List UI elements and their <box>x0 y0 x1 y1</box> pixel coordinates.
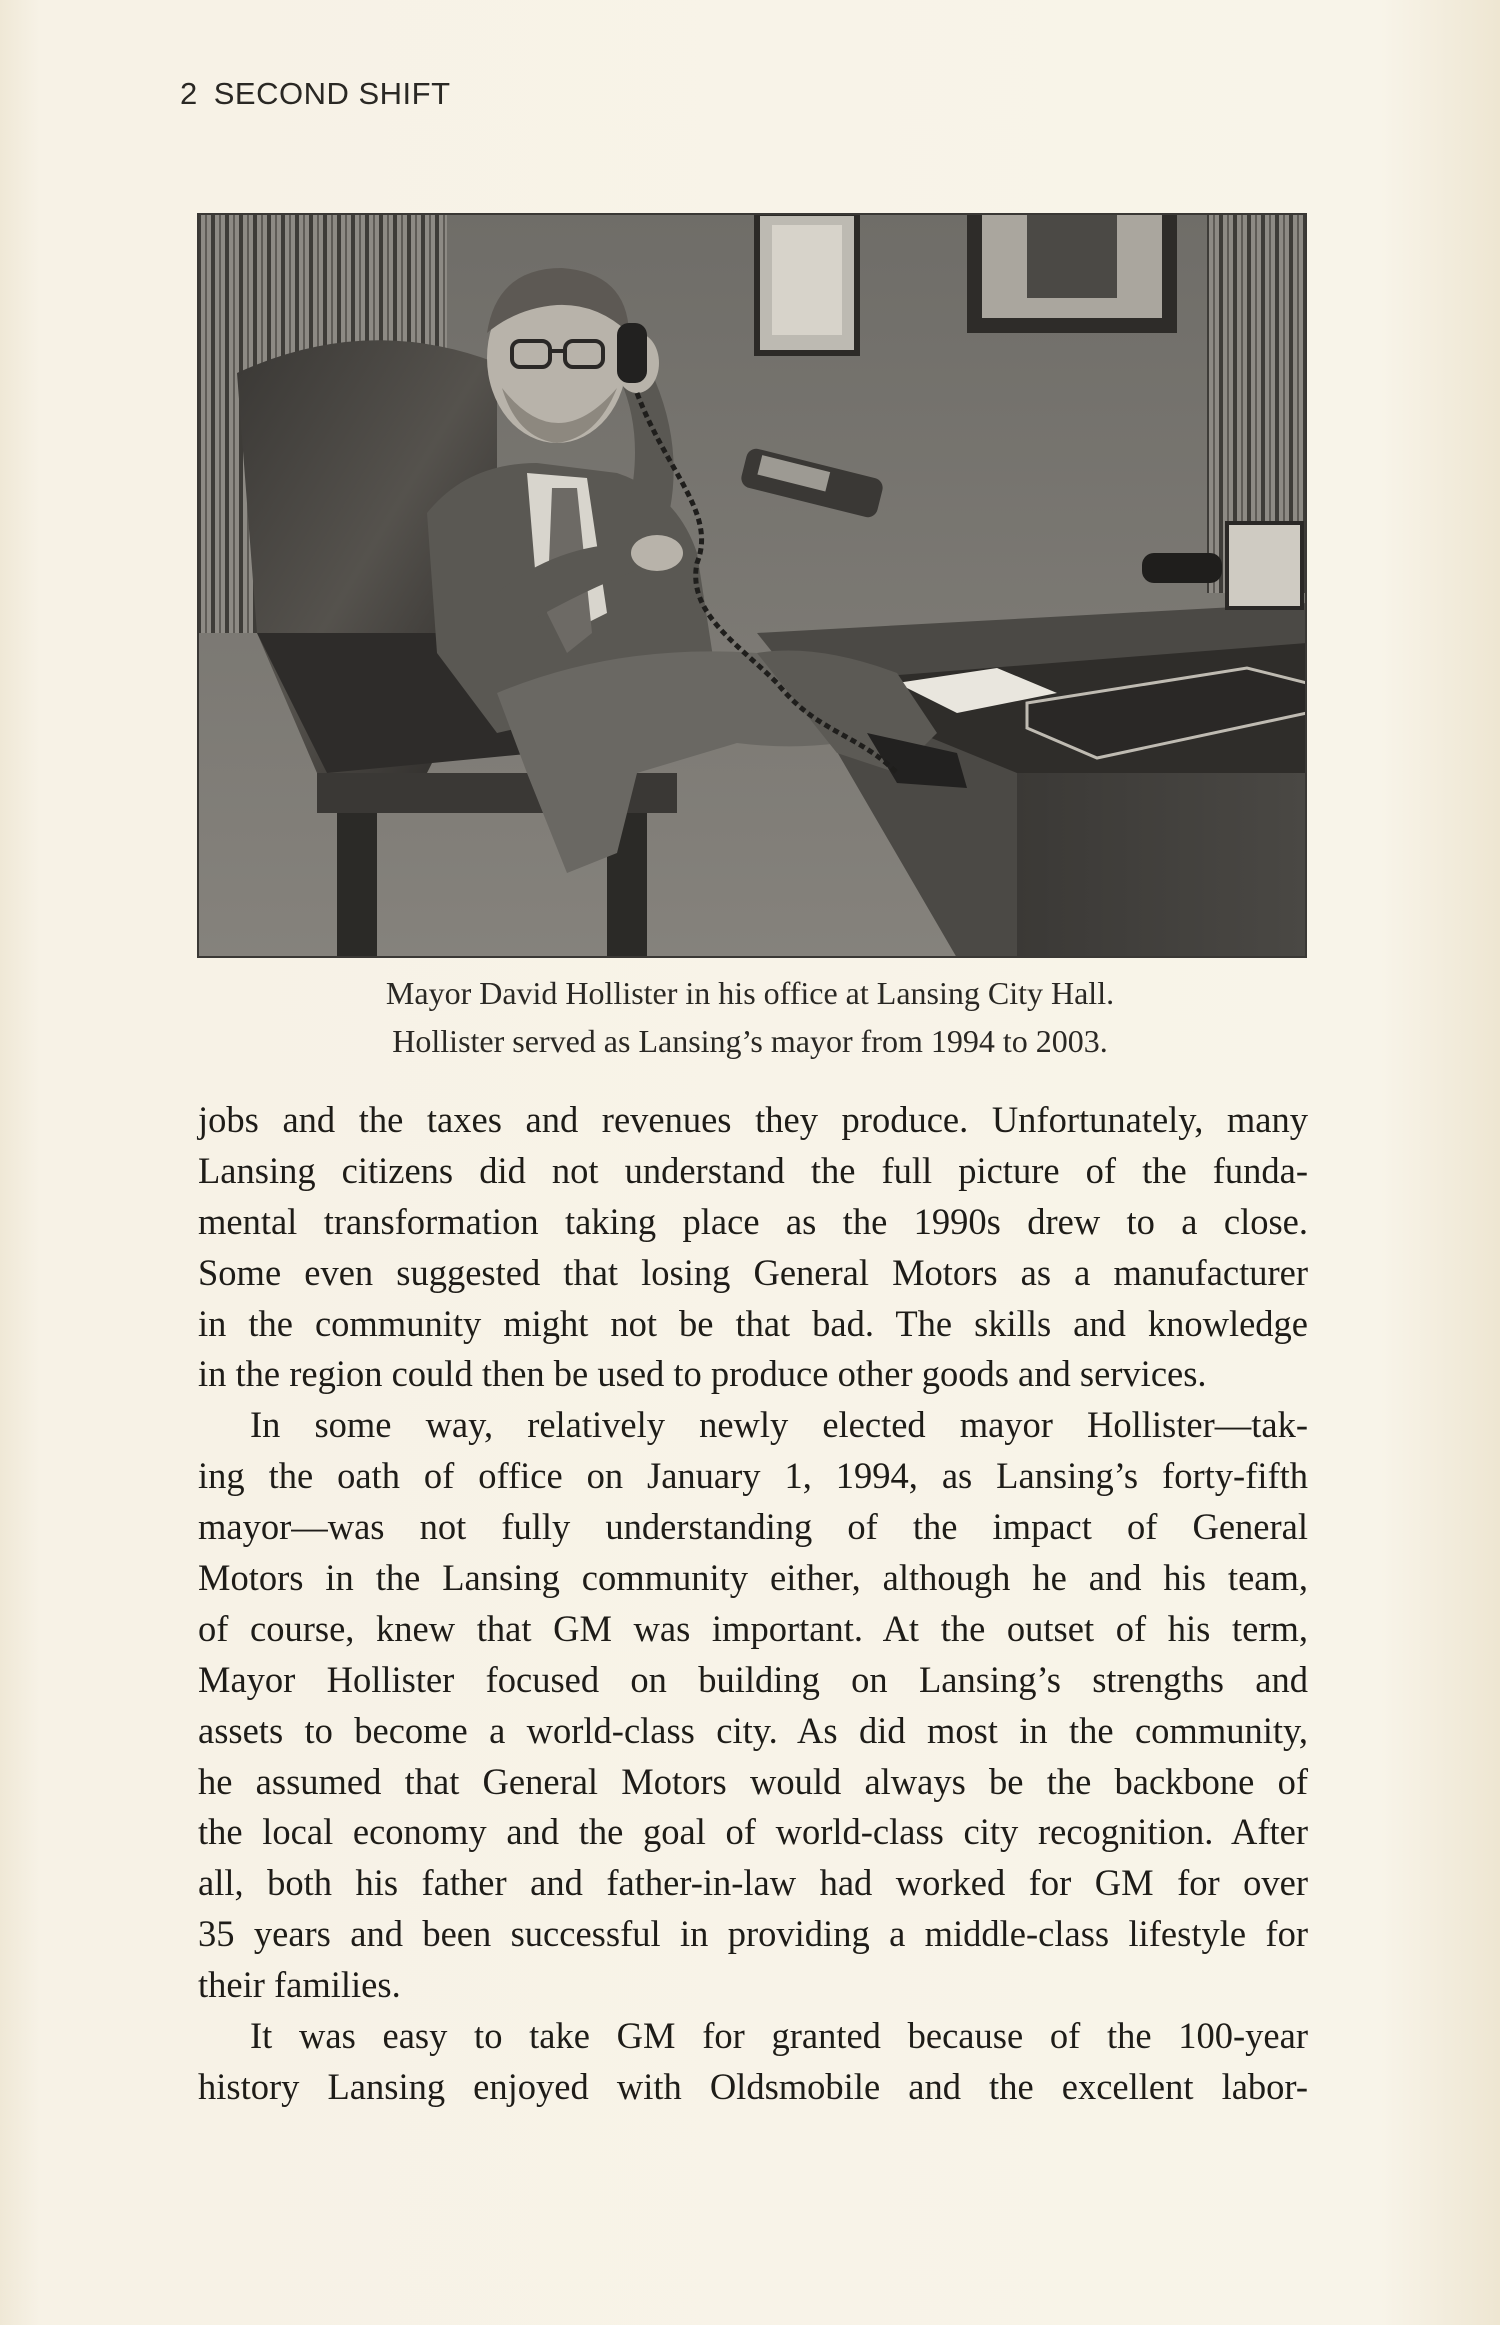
text-line: jobs and the taxes and revenues they produce. Unfortunately, many <box>198 1099 1308 1140</box>
text-line: in the community might not be that bad. The skills and knowledge <box>198 1302 1308 1344</box>
running-head <box>180 76 451 112</box>
text-line: their families. <box>198 1964 401 2006</box>
body-text <box>198 1095 1308 2113</box>
text-line: In some way, relatively newly elected mayor Hollister—tak- <box>250 1404 1308 1446</box>
text-line: of course, knew that GM was important. At the outset of his term, <box>198 1607 1308 1649</box>
text-line: 35 years and been successful in providing a middle-class lifestyle for <box>198 1913 1308 1955</box>
text-line: assets to become a world-class city. As did most in the community, <box>198 1709 1308 1751</box>
photograph-mayor-office <box>197 213 1307 958</box>
text-line: Motors in the Lansing community either, although he and his team, <box>198 1557 1308 1599</box>
text-line: the local economy and the goal of world-class city recognition. After <box>198 1811 1308 1853</box>
text-line: mental transformation taking place as the 1990s drew to a close. <box>198 1200 1308 1242</box>
text-line: he assumed that General Motors would always be the backbone of <box>198 1760 1308 1802</box>
text-line: history Lansing enjoyed with Oldsmobile and the excellent labor- <box>198 2065 1308 2107</box>
text-line: in the region could then be used to produce other goods and services. <box>198 1353 1207 1395</box>
text-line: mayor—was not fully understanding of the impact of General <box>198 1506 1308 1548</box>
text-line: ing the oath of office on January 1, 1994, as Lansing’s forty-fifth <box>198 1455 1308 1497</box>
text-line: Some even suggested that losing General Motors as a manufacturer <box>198 1251 1308 1293</box>
figure-caption-line-2: Hollister served as Lansing’s mayor from 1994 to 2003. <box>392 1023 1108 1059</box>
text-line: all, both his father and father-in-law had worked for GM for over <box>198 1862 1308 1904</box>
text-line: Lansing citizens did not understand the full picture of the funda- <box>198 1149 1308 1191</box>
running-title: SECOND SHIFT <box>213 76 451 111</box>
text-line: It was easy to take GM for granted because of the 100-year <box>250 2015 1308 2057</box>
text-line: Mayor Hollister focused on building on Lansing’s strengths and <box>198 1658 1308 1700</box>
figure-caption-line-1: Mayor David Hollister in his office at Lansing City Hall. <box>385 975 1115 1011</box>
page-number: 2 <box>180 76 198 111</box>
